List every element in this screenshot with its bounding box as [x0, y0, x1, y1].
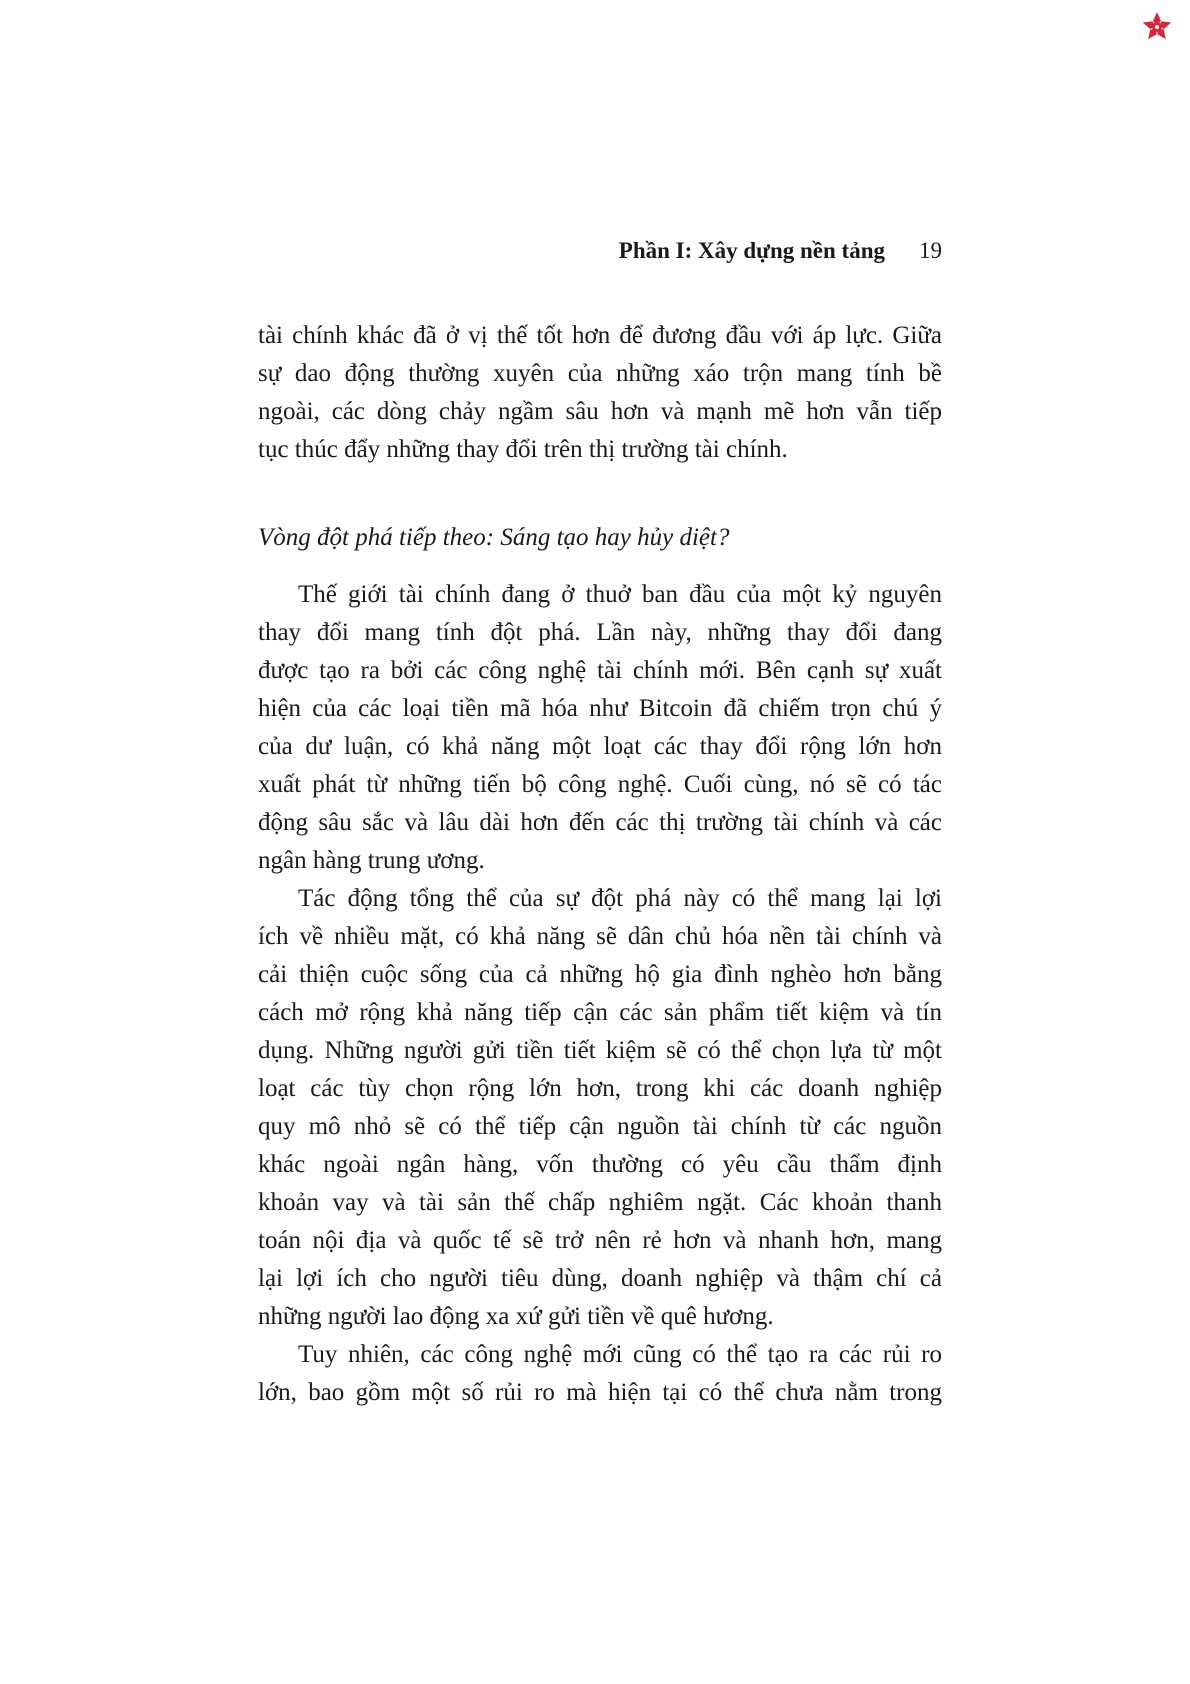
running-head	[258, 236, 942, 266]
text-line: lại lợi ích cho người tiêu dùng, doanh nghiệp và thậm chí cả	[258, 1265, 942, 1292]
continued-paragraph	[258, 317, 942, 469]
text-line: Thế giới tài chính đang ở thuở ban đầu của một kỷ nguyên	[298, 581, 942, 608]
text-line: thay đổi mang tính đột phá. Lần này, những thay đổi đang	[258, 619, 942, 646]
text-line: tài chính khác đã ở vị thế tốt hơn để đương đầu với áp lực. Giữa	[258, 322, 942, 349]
running-head-title: Phần I: Xây dựng nền tảng	[618, 238, 885, 263]
section-heading: Vòng đột phá tiếp theo: Sáng tạo hay hủy diệt?	[258, 524, 730, 551]
text-line: tục thúc đẩy những thay đổi trên thị trường tài chính.	[258, 436, 788, 463]
text-line: lớn, bao gồm một số rủi ro mà hiện tại có thể chưa nằm trong	[258, 1379, 942, 1406]
text-line: khoản vay và tài sản thế chấp nghiêm ngặt. Các khoản thanh	[258, 1189, 942, 1216]
paragraph	[258, 880, 942, 1336]
text-line: xuất phát từ những tiến bộ công nghệ. Cuối cùng, nó sẽ có tác	[258, 771, 942, 798]
text-line: những người lao động xa xứ gửi tiền về quê hương.	[258, 1303, 774, 1330]
text-line: loạt các tùy chọn rộng lớn hơn, trong khi các doanh nghiệp	[258, 1075, 942, 1102]
text-line: quy mô nhỏ sẽ có thể tiếp cận nguồn tài chính từ các nguồn	[258, 1113, 942, 1140]
text-line: cải thiện cuộc sống của cả những hộ gia đình nghèo hơn bằng	[258, 961, 942, 988]
text-line: dụng. Những người gửi tiền tiết kiệm sẽ có thể chọn lựa từ một	[258, 1037, 942, 1064]
text-line: khác ngoài ngân hàng, vốn thường có yêu cầu thẩm định	[258, 1151, 942, 1178]
text-line: của dư luận, có khả năng một loạt các thay đổi rộng lớn hơn	[258, 733, 942, 760]
text-line: ngoài, các dòng chảy ngầm sâu hơn và mạnh mẽ hơn vẫn tiếp	[258, 398, 942, 425]
page-number: 19	[919, 238, 942, 263]
text-line: được tạo ra bởi các công nghệ tài chính mới. Bên cạnh sự xuất	[258, 657, 942, 684]
paragraph	[258, 1336, 942, 1412]
text-line: Tuy nhiên, các công nghệ mới cũng có thể tạo ra các rủi ro	[298, 1341, 942, 1368]
text-line: động sâu sắc và lâu dài hơn đến các thị trường tài chính và các	[258, 809, 942, 836]
text-line: sự dao động thường xuyên của những xáo trộn mang tính bề	[258, 360, 942, 387]
text-line: ngân hàng trung ương.	[258, 847, 485, 874]
publisher-flower-logo-icon	[1141, 11, 1173, 43]
text-line: toán nội địa và quốc tế sẽ trở nên rẻ hơn và nhanh hơn, mang	[258, 1227, 942, 1254]
text-line: Tác động tổng thể của sự đột phá này có thể mang lại lợi	[298, 885, 942, 912]
text-line: cách mở rộng khả năng tiếp cận các sản phẩm tiết kiệm và tín	[258, 999, 942, 1026]
paragraph	[258, 576, 942, 880]
text-line: hiện của các loại tiền mã hóa như Bitcoin đã chiếm trọn chú ý	[258, 695, 942, 722]
text-line: ích về nhiều mặt, có khả năng sẽ dân chủ hóa nền tài chính và	[258, 923, 942, 950]
